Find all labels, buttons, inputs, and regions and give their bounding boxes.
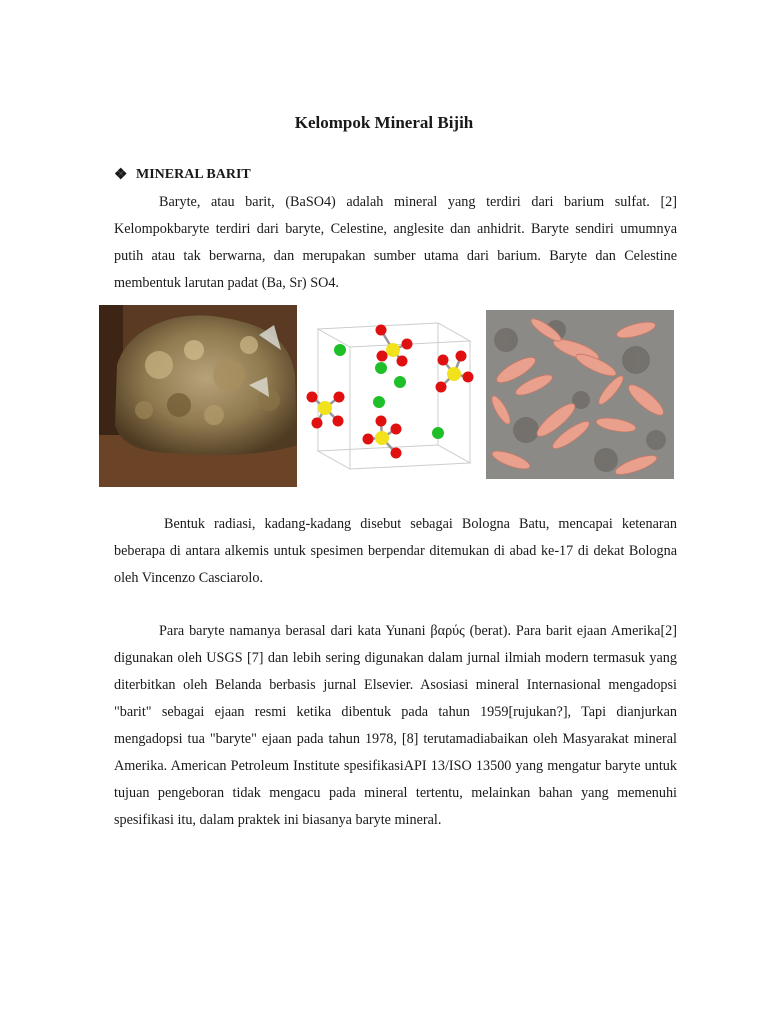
paragraph-bologna: Bentuk radiasi, kadang-kadang disebut sebagai Bologna Batu, mencapai ketenaran beberapa di antara alkemis untuk spesimen berpendar ditemukan di abad ke-17 di dekat Bologna oleh Vincenzo Casciarolo. <box>114 516 677 586</box>
paragraph-etymology: Para baryte namanya berasal dari kata Yunani βαρύς (berat). Para barit ejaan Amerika[2] digunakan oleh USGS [7] dan lebih sering digunakan dalam jurnal ilmiah modern termasuk yang diterbitkan oleh Belanda berbasis jurnal Elsevier. Asosiasi mineral Internasional mengadopsi "barit" sebagai ejaan resmi ketika dibentuk pada tahun 1959[rujukan?], Tapi dianjurkan mengadopsi tua "baryte" ejaan pada tahun 1978, [8] terutamadiabaikan oleh Masyarakat mineral Amerika. American Petroleum Institute spesifikasiAPI 13/ISO 13500 yang mengatur baryte untuk tujuan pengeboran tidak mengacu pada mineral tertentu, melainkan bahan yang memenuhi spesifikasi itu, dalam praktek ini biasanya baryte mineral. <box>114 623 677 828</box>
barite-specimen-photo <box>99 305 297 487</box>
paragraph-intro: Baryte, atau barit, (BaSO4) adalah mineral yang terdiri dari barium sulfat. [2] Kelompokbaryte terdiri dari baryte, Celestine, anglesite dan anhidrit. Baryte sendiri umumnya putih atau tak berwarna, dan merupakan sumber utama dari barium. Baryte dan Celestine membentuk larutan padat (Ba, Sr) SO4. <box>114 194 677 291</box>
page-title: Kelompok Mineral Bijih <box>294 113 474 132</box>
barite-crystal-structure-diagram <box>298 311 478 479</box>
section-heading <box>114 165 251 184</box>
section-heading-text: MINERAL BARIT <box>136 166 251 182</box>
pink-barite-crystals-photo <box>486 310 674 479</box>
diamond-bullet-icon: ❖ <box>114 167 128 183</box>
